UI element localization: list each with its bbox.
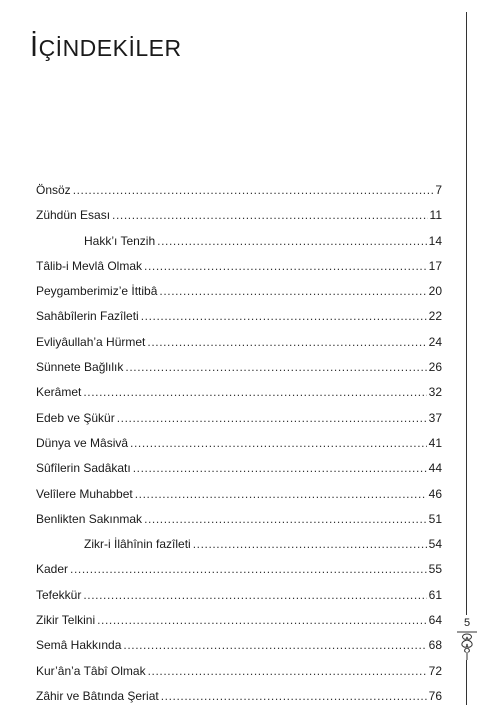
toc-entry-page: 24 bbox=[428, 334, 442, 349]
toc-entry[interactable] bbox=[36, 309, 442, 334]
toc-entry-page: 46 bbox=[428, 486, 442, 501]
toc-entry-page: 7 bbox=[435, 183, 442, 197]
toc-entry-title: Semâ Hakkında bbox=[36, 638, 122, 653]
dot-leader bbox=[97, 613, 427, 627]
toc-entry-title: Peygamberimiz’e İttibâ bbox=[36, 284, 158, 299]
toc-entry[interactable] bbox=[36, 183, 442, 208]
dot-leader bbox=[112, 208, 427, 222]
toc-entry-title: Edeb ve Şükür bbox=[36, 410, 115, 425]
dot-leader bbox=[133, 461, 427, 475]
toc-entry-title: Dünya ve Mâsivâ bbox=[36, 435, 129, 450]
toc-entry-title: Kerâmet bbox=[36, 385, 82, 400]
toc-entry[interactable] bbox=[36, 385, 442, 410]
toc-entry-title: Tefekkür bbox=[36, 587, 82, 602]
dot-leader bbox=[83, 588, 426, 602]
toc-entry[interactable] bbox=[36, 562, 442, 587]
dot-leader bbox=[125, 360, 426, 374]
toc-entry-page: 64 bbox=[428, 613, 442, 628]
toc-entry-title: Zâhir ve Bâtında Şeriat bbox=[36, 688, 159, 703]
toc-entry-title: Zikr-i İlâhînin fazîleti bbox=[84, 537, 191, 552]
toc-entry-page: 26 bbox=[428, 360, 442, 375]
toc-entry[interactable] bbox=[36, 613, 442, 638]
toc-entry-title: Sûfîlerin Sadâkatı bbox=[36, 461, 131, 476]
toc-entry[interactable] bbox=[36, 360, 442, 385]
toc-entry-page: 68 bbox=[428, 638, 442, 653]
dot-leader bbox=[148, 664, 427, 678]
dot-leader bbox=[135, 487, 427, 501]
toc-entry[interactable] bbox=[36, 284, 442, 309]
toc-entry-page: 11 bbox=[429, 208, 442, 223]
toc-entry-title: Hakk’ı Tenzih bbox=[84, 233, 156, 248]
toc-entry-page: 22 bbox=[428, 309, 442, 324]
dot-leader bbox=[144, 512, 427, 526]
dot-leader bbox=[159, 284, 426, 298]
toc-entry-title: Evliyâullah’a Hürmet bbox=[36, 334, 146, 349]
flourish-ornament-icon bbox=[455, 630, 479, 665]
toc-entry-page: 32 bbox=[428, 385, 442, 400]
margin-rule-lower bbox=[466, 660, 467, 705]
dot-leader bbox=[193, 537, 427, 551]
dot-leader bbox=[117, 411, 427, 425]
dot-leader bbox=[130, 436, 427, 450]
dot-leader bbox=[83, 385, 426, 399]
toc-subentry[interactable] bbox=[36, 537, 442, 562]
dot-leader bbox=[157, 234, 426, 248]
toc-entry[interactable] bbox=[36, 638, 442, 663]
toc-entry[interactable] bbox=[36, 208, 442, 233]
dot-leader bbox=[144, 259, 427, 273]
dot-leader bbox=[73, 183, 434, 197]
toc-entry-title: Sahâbîlerin Fazîleti bbox=[36, 309, 139, 324]
toc-entry[interactable] bbox=[36, 512, 442, 537]
toc-entry-title: Önsöz bbox=[36, 183, 71, 197]
toc-entry[interactable] bbox=[36, 436, 442, 461]
margin-rule bbox=[466, 12, 467, 615]
toc-entry-page: 14 bbox=[428, 233, 442, 248]
page-number: 5 bbox=[463, 617, 471, 629]
toc-entry-title: Sünnete Bağlılık bbox=[36, 360, 124, 375]
toc-entry-title: Zikir Telkini bbox=[36, 613, 96, 628]
page-title-rest: ÇİNDEKİLER bbox=[38, 35, 182, 61]
toc-entry-page: 17 bbox=[428, 258, 442, 273]
toc-entry[interactable] bbox=[36, 664, 442, 689]
toc-entry[interactable] bbox=[36, 689, 442, 714]
toc-entry[interactable] bbox=[36, 487, 442, 512]
toc-entry-page: 41 bbox=[428, 435, 442, 450]
page-title-initial: İ bbox=[30, 31, 39, 63]
toc-subentry[interactable] bbox=[36, 234, 442, 259]
toc-entry[interactable] bbox=[36, 411, 442, 436]
toc-entry-page: 72 bbox=[428, 663, 442, 678]
toc-entry-page: 37 bbox=[428, 410, 442, 425]
toc-entry[interactable] bbox=[36, 461, 442, 486]
toc-entry-page: 61 bbox=[428, 587, 442, 602]
toc-entry-page: 51 bbox=[428, 511, 442, 526]
page-title bbox=[30, 31, 182, 64]
toc-entry-title: Tâlib-i Mevlâ Olmak bbox=[36, 258, 143, 273]
toc-entry-page: 76 bbox=[428, 688, 442, 703]
dot-leader bbox=[123, 638, 426, 652]
dot-leader bbox=[161, 689, 427, 703]
table-of-contents bbox=[36, 183, 442, 714]
toc-entry[interactable] bbox=[36, 259, 442, 284]
toc-entry-page: 44 bbox=[428, 461, 442, 476]
dot-leader bbox=[141, 309, 427, 323]
dot-leader bbox=[147, 335, 426, 349]
toc-entry-title: Velîlere Muhabbet bbox=[36, 486, 133, 501]
dot-leader bbox=[70, 562, 427, 576]
toc-entry[interactable] bbox=[36, 335, 442, 360]
toc-entry-page: 20 bbox=[428, 284, 442, 299]
toc-entry[interactable] bbox=[36, 588, 442, 613]
toc-entry-title: Benlikten Sakınmak bbox=[36, 511, 143, 526]
toc-entry-title: Zühdün Esası bbox=[36, 208, 111, 223]
toc-entry-title: Kur’ân’a Tâbî Olmak bbox=[36, 663, 146, 678]
toc-entry-page: 55 bbox=[428, 562, 442, 577]
toc-entry-title: Kader bbox=[36, 562, 69, 577]
toc-entry-page: 54 bbox=[428, 537, 442, 552]
